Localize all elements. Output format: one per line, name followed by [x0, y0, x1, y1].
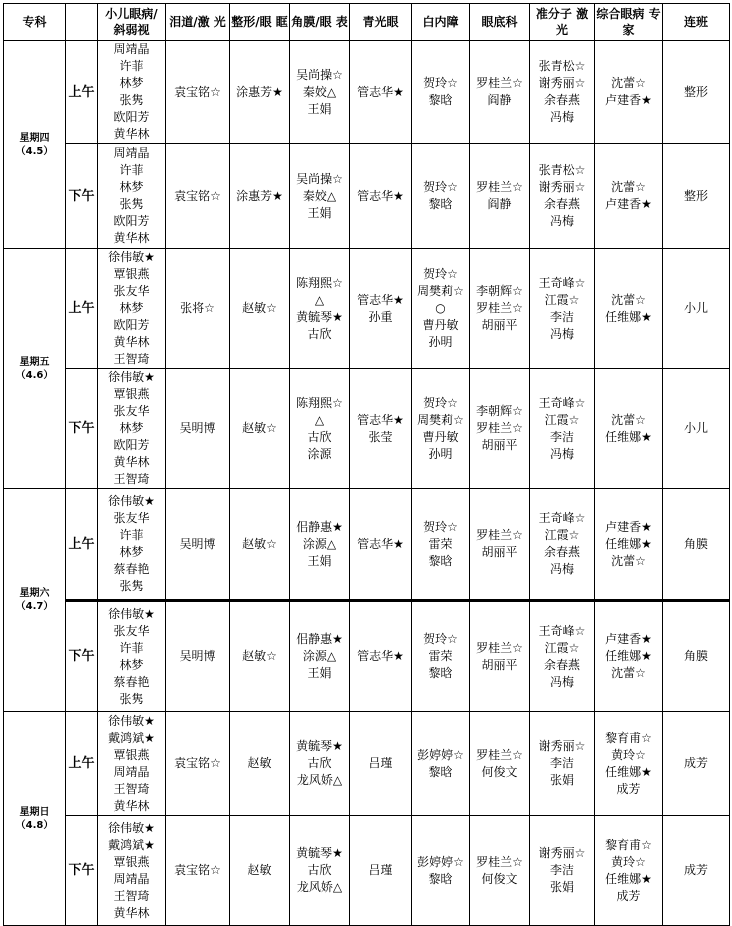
staff-cell-excimer-laser: 谢秀丽☆ 李洁 张娟: [530, 816, 595, 926]
staff-cell-glaucoma: 管志华★: [350, 144, 412, 249]
staff-cell-general-expert: 沈蕾☆ 任维娜★: [595, 249, 663, 369]
staff-cell-cornea-surface: 佀静惠★ 涂源△ 王娟: [290, 489, 350, 601]
staff-cell-excimer-laser: 张青松☆ 谢秀丽☆ 余春燕 冯梅: [530, 41, 595, 144]
staff-cell-excimer-laser: 王奇峰☆ 江霞☆ 李洁 冯梅: [530, 249, 595, 369]
period-label: 上午: [66, 712, 98, 816]
staff-cell-glaucoma: 管志华★: [350, 601, 412, 712]
staff-cell-excimer-laser: 谢秀丽☆ 李洁 张娟: [530, 712, 595, 816]
day-label: 星期五 （4.6）: [4, 249, 66, 489]
staff-cell-pediatric-strabismus: 周靖晶 许菲 林梦 张隽 欧阳芳 黄华林: [98, 41, 166, 144]
schedule-row: [4, 369, 730, 489]
staff-cell-excimer-laser: 王奇峰☆ 江霞☆ 余春燕 冯梅: [530, 601, 595, 712]
day-label: 星期六 （4.7）: [4, 489, 66, 712]
staff-cell-cornea-surface: 黄毓琴★ 古欣 龙风娇△: [290, 712, 350, 816]
day-label: 星期日 （4.8）: [4, 712, 66, 926]
staff-cell-plastic-orbit: 赵敏☆: [230, 601, 290, 712]
header-plastic-orbit: 整形/眼 眶: [230, 4, 290, 41]
staff-cell-cornea-surface: 佀静惠★ 涂源△ 王娟: [290, 601, 350, 712]
staff-cell-glaucoma: 管志华★: [350, 41, 412, 144]
staff-cell-excimer-laser: 王奇峰☆ 江霞☆ 李洁 冯梅: [530, 369, 595, 489]
schedule-table: [3, 3, 730, 926]
period-label: 下午: [66, 601, 98, 712]
staff-cell-cataract: 彭婷婷☆ 黎晗: [412, 816, 470, 926]
staff-cell-general-expert: 沈蕾☆ 任维娜★: [595, 369, 663, 489]
header-row: [4, 4, 730, 41]
staff-cell-pediatric-strabismus: 徐伟敏★ 覃银燕 张友华 林梦 欧阳芳 黄华林 王智琦: [98, 249, 166, 369]
staff-cell-general-expert: 卢建香★ 任维娜★ 沈蕾☆: [595, 601, 663, 712]
staff-cell-continuous-shift: 角膜: [663, 601, 730, 712]
staff-cell-pediatric-strabismus: 徐伟敏★ 戴鸿斌★ 覃银燕 周靖晶 王智琦 黄华林: [98, 712, 166, 816]
staff-cell-pediatric-strabismus: 徐伟敏★ 张友华 许菲 林梦 蔡春艳 张隽: [98, 601, 166, 712]
header-cataract: 白内障: [412, 4, 470, 41]
staff-cell-general-expert: 沈蕾☆ 卢建香★: [595, 144, 663, 249]
staff-cell-excimer-laser: 张青松☆ 谢秀丽☆ 余春燕 冯梅: [530, 144, 595, 249]
staff-cell-continuous-shift: 小儿: [663, 369, 730, 489]
period-label: 上午: [66, 249, 98, 369]
staff-cell-pediatric-strabismus: 周靖晶 许菲 林梦 张隽 欧阳芳 黄华林: [98, 144, 166, 249]
header-specialty: 专科: [4, 4, 66, 41]
schedule-row: [4, 249, 730, 369]
staff-cell-lacrimal-laser: 袁宝铭☆: [166, 712, 230, 816]
staff-cell-fundus: 罗桂兰☆ 阎静: [470, 144, 530, 249]
period-label: 下午: [66, 816, 98, 926]
schedule-row: [4, 144, 730, 249]
header-general-expert: 综合眼病 专家: [595, 4, 663, 41]
staff-cell-cataract: 贺玲☆ 雷荣 黎晗: [412, 489, 470, 601]
staff-cell-fundus: 李朝辉☆ 罗桂兰☆ 胡丽平: [470, 249, 530, 369]
staff-cell-lacrimal-laser: 张将☆: [166, 249, 230, 369]
schedule-row: [4, 712, 730, 816]
staff-cell-continuous-shift: 成芳: [663, 816, 730, 926]
header-excimer-laser: 准分子 激光: [530, 4, 595, 41]
schedule-row: [4, 41, 730, 144]
staff-cell-cataract: 贺玲☆ 黎晗: [412, 144, 470, 249]
staff-cell-plastic-orbit: 涂惠芳★: [230, 144, 290, 249]
staff-cell-plastic-orbit: 赵敏: [230, 712, 290, 816]
staff-cell-fundus: 罗桂兰☆ 胡丽平: [470, 489, 530, 601]
staff-cell-cornea-surface: 陈翔熙☆ △ 古欣 涂源: [290, 369, 350, 489]
staff-cell-continuous-shift: 成芳: [663, 712, 730, 816]
header-lacrimal-laser: 泪道/激 光: [166, 4, 230, 41]
staff-cell-glaucoma: 管志华★: [350, 489, 412, 601]
staff-cell-plastic-orbit: 赵敏☆: [230, 249, 290, 369]
staff-cell-lacrimal-laser: 袁宝铭☆: [166, 144, 230, 249]
staff-cell-plastic-orbit: 赵敏: [230, 816, 290, 926]
staff-cell-plastic-orbit: 赵敏☆: [230, 489, 290, 601]
staff-cell-cataract: 贺玲☆ 黎晗: [412, 41, 470, 144]
staff-cell-glaucoma: 吕瑾: [350, 712, 412, 816]
staff-cell-continuous-shift: 整形: [663, 144, 730, 249]
staff-cell-fundus: 李朝辉☆ 罗桂兰☆ 胡丽平: [470, 369, 530, 489]
staff-cell-cornea-surface: 陈翔熙☆ △ 黄毓琴★ 古欣: [290, 249, 350, 369]
staff-cell-continuous-shift: 小儿: [663, 249, 730, 369]
staff-cell-pediatric-strabismus: 徐伟敏★ 覃银燕 张友华 林梦 欧阳芳 黄华林 王智琦: [98, 369, 166, 489]
staff-cell-lacrimal-laser: 吴明博: [166, 369, 230, 489]
schedule-row: [4, 489, 730, 601]
staff-cell-excimer-laser: 王奇峰☆ 江霞☆ 余春燕 冯梅: [530, 489, 595, 601]
schedule-row: [4, 816, 730, 926]
header-cornea-surface: 角膜/眼 表: [290, 4, 350, 41]
period-label: 上午: [66, 489, 98, 601]
header-fundus: 眼底科: [470, 4, 530, 41]
staff-cell-lacrimal-laser: 袁宝铭☆: [166, 41, 230, 144]
staff-cell-cataract: 贺玲☆ 周樊莉☆ 曹丹敏 孙明: [412, 369, 470, 489]
staff-cell-cataract: 贺玲☆ 雷荣 黎晗: [412, 601, 470, 712]
staff-cell-general-expert: 沈蕾☆ 卢建香★: [595, 41, 663, 144]
staff-cell-cornea-surface: 黄毓琴★ 古欣 龙风娇△: [290, 816, 350, 926]
staff-cell-glaucoma: 吕瑾: [350, 816, 412, 926]
staff-cell-lacrimal-laser: 吴明博: [166, 601, 230, 712]
staff-cell-cataract: 贺玲☆ 周樊莉☆ ○ 曹丹敏 孙明: [412, 249, 470, 369]
staff-cell-fundus: 罗桂兰☆ 阎静: [470, 41, 530, 144]
header-pediatric-strabismus: 小儿眼病/ 斜弱视: [98, 4, 166, 41]
period-label: 上午: [66, 41, 98, 144]
staff-cell-glaucoma: 管志华★ 张莹: [350, 369, 412, 489]
staff-cell-plastic-orbit: 涂惠芳★: [230, 41, 290, 144]
staff-cell-lacrimal-laser: 吴明博: [166, 489, 230, 601]
staff-cell-glaucoma: 管志华★ 孙重: [350, 249, 412, 369]
staff-cell-fundus: 罗桂兰☆ 何俊文: [470, 712, 530, 816]
staff-cell-continuous-shift: 整形: [663, 41, 730, 144]
staff-cell-plastic-orbit: 赵敏☆: [230, 369, 290, 489]
staff-cell-continuous-shift: 角膜: [663, 489, 730, 601]
staff-cell-cornea-surface: 吴尚操☆ 秦姣△ 王娟: [290, 144, 350, 249]
header-period: [66, 4, 98, 41]
period-label: 下午: [66, 369, 98, 489]
staff-cell-cataract: 彭婷婷☆ 黎晗: [412, 712, 470, 816]
staff-cell-lacrimal-laser: 袁宝铭☆: [166, 816, 230, 926]
schedule-row: [4, 601, 730, 712]
staff-cell-pediatric-strabismus: 徐伟敏★ 戴鸿斌★ 覃银燕 周靖晶 王智琦 黄华林: [98, 816, 166, 926]
staff-cell-pediatric-strabismus: 徐伟敏★ 张友华 许菲 林梦 蔡春艳 张隽: [98, 489, 166, 601]
staff-cell-cornea-surface: 吴尚操☆ 秦姣△ 王娟: [290, 41, 350, 144]
period-label: 下午: [66, 144, 98, 249]
staff-cell-fundus: 罗桂兰☆ 何俊文: [470, 816, 530, 926]
header-continuous-shift: 连班: [663, 4, 730, 41]
staff-cell-general-expert: 卢建香★ 任维娜★ 沈蕾☆: [595, 489, 663, 601]
staff-cell-general-expert: 黎育甫☆ 黄玲☆ 任维娜★ 成芳: [595, 816, 663, 926]
staff-cell-fundus: 罗桂兰☆ 胡丽平: [470, 601, 530, 712]
staff-cell-general-expert: 黎育甫☆ 黄玲☆ 任维娜★ 成芳: [595, 712, 663, 816]
day-label: 星期四 （4.5）: [4, 41, 66, 249]
header-glaucoma: 青光眼: [350, 4, 412, 41]
